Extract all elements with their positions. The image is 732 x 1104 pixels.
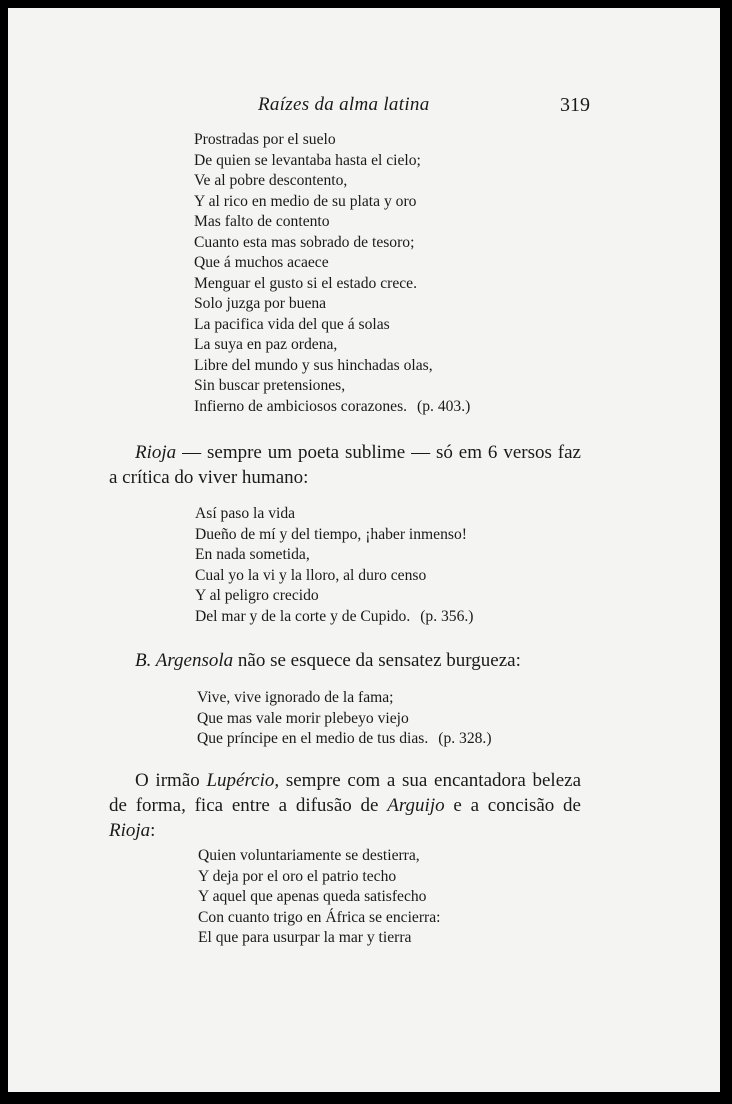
paragraph-text: , sempre com a sua encantadora beleza de forma, fica entre a difusão de [109, 770, 581, 816]
verse-line: Libre del mundo y sus hinchadas olas, [194, 356, 433, 374]
verse-line: Prostradas por el suelo [194, 131, 336, 148]
paragraph-rioja [109, 440, 581, 490]
author-name: Rioja [109, 820, 151, 841]
verse-line: Y al rico en medio de su plata y oro [194, 192, 417, 210]
verse-line: Sin buscar pretensiones, [194, 377, 346, 394]
verse-text: Del mar y de la corte y de Cupido. [195, 607, 411, 625]
paragraph-lupercio [109, 768, 581, 843]
verse-block-2 [195, 504, 474, 627]
verse-line [197, 729, 492, 750]
author-name: Arguijo [387, 795, 445, 816]
verse-line: Quien voluntariamente se destierra, [198, 847, 420, 864]
paragraph-text: : [150, 820, 156, 841]
page-reference: (p. 403.) [417, 397, 471, 415]
verse-block-3 [197, 688, 492, 750]
paragraph-text: e a concisão de [444, 795, 581, 816]
verse-line: Solo juzga por buena [194, 295, 327, 312]
author-name: Lupércio [206, 770, 275, 791]
verse-line [194, 397, 470, 418]
verse-line: Dueño de mí y del tiempo, ¡haber inmenso! [195, 525, 467, 543]
running-title: Raízes da alma latina [258, 94, 430, 115]
verse-line: La pacifica vida del que á solas [194, 315, 390, 333]
verse-line [195, 607, 474, 628]
verse-line: Y deja por el oro el patrio techo [198, 867, 397, 885]
verse-line: El que para usurpar la mar y tierra [198, 929, 412, 946]
verse-line: En nada sometida, [195, 546, 310, 563]
verse-block-4 [198, 846, 440, 949]
author-name: B. Argensola [135, 650, 234, 671]
verse-block-1 [194, 130, 470, 417]
verse-line: La suya en paz ordena, [194, 336, 338, 353]
verse-line: Así paso la vida [195, 505, 296, 522]
verse-line: Vive, vive ignorado de la fama; [197, 689, 394, 706]
verse-line: Menguar el gusto si el estado crece. [194, 274, 417, 292]
verse-line: Mas falto de contento [194, 213, 330, 230]
verse-line: Cuanto esta mas sobrado de tesoro; [194, 233, 415, 251]
verse-line: Con cuanto trigo en África se encierra: [198, 908, 441, 926]
author-name: Rioja [135, 442, 177, 463]
verse-line: Y aquel que apenas queda satisfecho [198, 888, 427, 905]
verse-line: Que á muchos acaece [194, 254, 329, 271]
verse-line: Y al peligro crecido [195, 587, 319, 604]
paragraph-text: — sempre um poeta sublime — só em 6 versos faz a crítica do viver humano: [109, 442, 581, 488]
page-reference: (p. 356.) [420, 607, 474, 625]
verse-text: Infierno de ambiciosos corazones. [194, 397, 408, 415]
verse-line: Ve al pobre descontento, [194, 172, 348, 189]
page-number: 319 [560, 94, 590, 116]
verse-text: Que príncipe en el medio de tus dias. [197, 730, 429, 747]
paragraph-text: O irmão [135, 770, 207, 791]
paragraph-text: não se esquece da sensatez burgueza: [233, 650, 521, 671]
book-page [8, 8, 720, 1092]
verse-line: De quien se levantaba hasta el cielo; [194, 151, 421, 169]
verse-line: Que mas vale morir plebeyo viejo [197, 709, 409, 727]
verse-line: Cual yo la vi y la lloro, al duro censo [195, 566, 427, 584]
page-reference: (p. 328.) [438, 730, 492, 747]
page-header [8, 94, 720, 120]
paragraph-argensola [109, 648, 581, 673]
